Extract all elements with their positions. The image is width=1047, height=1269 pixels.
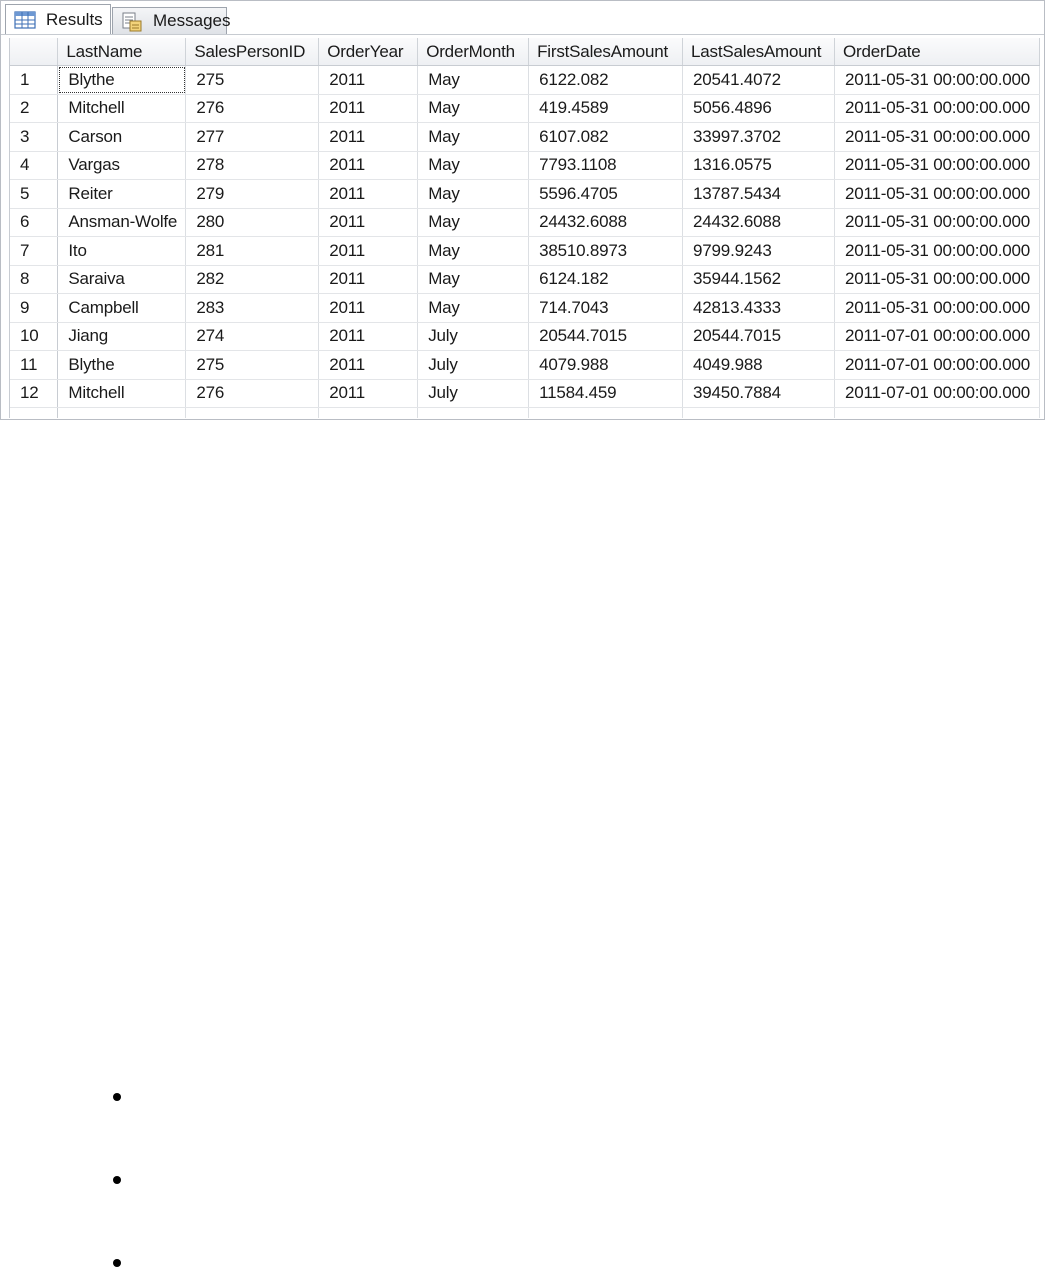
table-cell-orderdate[interactable]: 2011-05-31 00:00:00.000 — [834, 208, 1039, 237]
table-cell-orderdate[interactable]: 2011-05-31 00:00:00.000 — [834, 237, 1039, 266]
row-number[interactable]: 3 — [10, 123, 58, 152]
table-cell-orderdate[interactable]: 2011-05-31 00:00:00.000 — [834, 123, 1039, 152]
table-cell-lastsalesamount[interactable]: 35944.1562 — [683, 265, 835, 294]
bullet-marker — [113, 1093, 121, 1101]
table-row[interactable] — [10, 208, 1040, 237]
table-cell-salespersonid[interactable]: 280 — [186, 208, 319, 237]
table-cell-lastname[interactable]: Blythe — [58, 351, 186, 380]
column-header-orderyear[interactable]: OrderYear — [319, 38, 418, 66]
table-cell-firstsalesamount[interactable]: 6107.082 — [529, 123, 683, 152]
column-header-lastsalesamount[interactable]: LastSalesAmount — [683, 38, 835, 66]
table-cell-ordermonth[interactable]: July — [418, 379, 529, 408]
row-number[interactable]: 6 — [10, 208, 58, 237]
table-cell-lastname[interactable]: Vargas — [58, 151, 186, 180]
table-cell-lastname[interactable]: Ito — [58, 237, 186, 266]
table-cell-ordermonth[interactable]: May — [418, 294, 529, 323]
messages-icon — [121, 12, 143, 30]
table-cell-firstsalesamount[interactable]: 714.7043 — [529, 294, 683, 323]
table-cell-lastname[interactable]: Jiang — [58, 322, 186, 351]
table-cell-orderdate[interactable]: 2011-05-31 00:00:00.000 — [834, 66, 1039, 95]
table-cell-lastsalesamount[interactable]: 13787.5434 — [683, 180, 835, 209]
table-cell-lastname[interactable]: Blythe — [58, 66, 186, 95]
table-row[interactable] — [10, 237, 1040, 266]
table-cell-lastsalesamount[interactable]: 24432.6088 — [683, 208, 835, 237]
table-cell-ordermonth[interactable]: May — [418, 123, 529, 152]
table-cell-orderyear[interactable]: 2011 — [319, 351, 418, 380]
table-cell-orderyear[interactable]: 2011 — [319, 66, 418, 95]
table-cell-salespersonid[interactable]: 274 — [186, 322, 319, 351]
table-cell-orderdate[interactable]: 2011-05-31 00:00:00.000 — [834, 94, 1039, 123]
table-cell[interactable] — [319, 408, 418, 419]
table-cell-orderdate[interactable]: 2011-05-31 00:00:00.000 — [834, 265, 1039, 294]
table-cell-orderyear[interactable]: 2011 — [319, 237, 418, 266]
table-cell-salespersonid[interactable]: 278 — [186, 151, 319, 180]
table-cell-orderyear[interactable]: 2011 — [319, 265, 418, 294]
table-cell-lastsalesamount[interactable]: 1316.0575 — [683, 151, 835, 180]
table-cell-firstsalesamount[interactable]: 5596.4705 — [529, 180, 683, 209]
table-cell-salespersonid[interactable]: 276 — [186, 94, 319, 123]
row-number[interactable]: 10 — [10, 322, 58, 351]
row-number[interactable]: 12 — [10, 379, 58, 408]
bullet-marker — [113, 1176, 121, 1184]
table-cell-ordermonth[interactable]: July — [418, 351, 529, 380]
results-pane — [0, 0, 1045, 420]
column-header-salespersonid[interactable]: SalesPersonID — [186, 38, 319, 66]
table-cell-orderyear[interactable]: 2011 — [319, 379, 418, 408]
table-cell-ordermonth[interactable]: May — [418, 180, 529, 209]
table-cell-salespersonid[interactable]: 276 — [186, 379, 319, 408]
table-cell-firstsalesamount[interactable]: 4079.988 — [529, 351, 683, 380]
table-row[interactable] — [10, 151, 1040, 180]
results-tabstrip — [1, 1, 1044, 35]
table-cell-lastsalesamount[interactable]: 20541.4072 — [683, 66, 835, 95]
row-number[interactable]: 7 — [10, 237, 58, 266]
table-row[interactable] — [10, 180, 1040, 209]
row-number[interactable]: 4 — [10, 151, 58, 180]
table-cell-orderyear[interactable]: 2011 — [319, 180, 418, 209]
grid-icon — [14, 11, 36, 29]
table-cell-ordermonth[interactable]: May — [418, 237, 529, 266]
table-cell[interactable] — [186, 408, 319, 419]
table-row[interactable] — [10, 379, 1040, 408]
tab-messages[interactable] — [112, 7, 231, 34]
table-cell-firstsalesamount[interactable]: 7793.1108 — [529, 151, 683, 180]
bullet-marker — [113, 1259, 121, 1267]
table-cell-lastsalesamount[interactable]: 5056.4896 — [683, 94, 835, 123]
table-cell-orderyear[interactable]: 2011 — [319, 322, 418, 351]
tab-results[interactable] — [5, 4, 111, 34]
table-row[interactable] — [10, 66, 1040, 95]
table-cell-firstsalesamount[interactable]: 38510.8973 — [529, 237, 683, 266]
table-cell-lastsalesamount[interactable]: 20544.7015 — [683, 322, 835, 351]
table-cell-orderyear[interactable]: 2011 — [319, 208, 418, 237]
results-table — [10, 38, 1040, 418]
table-cell-orderdate[interactable]: 2011-07-01 00:00:00.000 — [834, 322, 1039, 351]
table-cell-firstsalesamount[interactable]: 11584.459 — [529, 379, 683, 408]
row-number[interactable] — [10, 408, 58, 419]
table-cell-ordermonth[interactable]: May — [418, 208, 529, 237]
table-cell-orderdate[interactable]: 2011-05-31 00:00:00.000 — [834, 180, 1039, 209]
table-cell-orderdate[interactable]: 2011-05-31 00:00:00.000 — [834, 294, 1039, 323]
table-cell-salespersonid[interactable]: 281 — [186, 237, 319, 266]
table-cell-firstsalesamount[interactable]: 6122.082 — [529, 66, 683, 95]
table-cell-lastsalesamount[interactable]: 9799.9243 — [683, 237, 835, 266]
table-cell-lastname[interactable]: Ansman-Wolfe — [58, 208, 186, 237]
table-cell[interactable] — [834, 408, 1039, 419]
corner-cell[interactable] — [10, 38, 58, 66]
table-cell-salespersonid[interactable]: 275 — [186, 66, 319, 95]
table-cell-lastname[interactable]: Carson — [58, 123, 186, 152]
table-row[interactable] — [10, 294, 1040, 323]
table-cell[interactable] — [58, 408, 186, 419]
table-row[interactable] — [10, 123, 1040, 152]
table-cell-lastname[interactable]: Mitchell — [58, 94, 186, 123]
table-row-partial — [10, 408, 1040, 419]
table-cell-salespersonid[interactable]: 275 — [186, 351, 319, 380]
results-grid[interactable] — [9, 38, 1040, 418]
table-cell-firstsalesamount[interactable]: 6124.182 — [529, 265, 683, 294]
table-cell-ordermonth[interactable]: May — [418, 66, 529, 95]
column-header-orderdate[interactable]: OrderDate — [834, 38, 1039, 66]
tab-results-label: Results — [46, 9, 103, 29]
table-cell-lastsalesamount[interactable]: 4049.988 — [683, 351, 835, 380]
column-header-ordermonth[interactable]: OrderMonth — [418, 38, 529, 66]
table-cell-orderdate[interactable]: 2011-07-01 00:00:00.000 — [834, 379, 1039, 408]
table-cell-firstsalesamount[interactable]: 24432.6088 — [529, 208, 683, 237]
column-header-lastname[interactable]: LastName — [58, 38, 186, 66]
table-cell-lastname[interactable]: Saraiva — [58, 265, 186, 294]
column-header-firstsalesamount[interactable]: FirstSalesAmount — [529, 38, 683, 66]
table-row[interactable] — [10, 94, 1040, 123]
table-cell-orderdate[interactable]: 2011-05-31 00:00:00.000 — [834, 151, 1039, 180]
table-cell-ordermonth[interactable]: July — [418, 322, 529, 351]
table-cell-firstsalesamount[interactable]: 20544.7015 — [529, 322, 683, 351]
table-cell-orderyear[interactable]: 2011 — [319, 294, 418, 323]
table-cell-ordermonth[interactable]: May — [418, 265, 529, 294]
table-cell[interactable] — [529, 408, 683, 419]
table-row[interactable] — [10, 351, 1040, 380]
table-row[interactable] — [10, 322, 1040, 351]
table-cell-lastsalesamount[interactable]: 33997.3702 — [683, 123, 835, 152]
table-cell-salespersonid[interactable]: 282 — [186, 265, 319, 294]
tab-messages-label: Messages — [153, 11, 231, 30]
table-cell-orderyear[interactable]: 2011 — [319, 94, 418, 123]
table-cell-salespersonid[interactable]: 279 — [186, 180, 319, 209]
table-row[interactable] — [10, 265, 1040, 294]
table-cell-orderdate[interactable]: 2011-07-01 00:00:00.000 — [834, 351, 1039, 380]
table-cell-salespersonid[interactable]: 277 — [186, 123, 319, 152]
table-cell-firstsalesamount[interactable]: 419.4589 — [529, 94, 683, 123]
header-row — [10, 38, 1040, 66]
row-number[interactable]: 5 — [10, 180, 58, 209]
table-cell-orderyear[interactable]: 2011 — [319, 151, 418, 180]
row-number[interactable]: 9 — [10, 294, 58, 323]
table-cell-lastsalesamount[interactable]: 42813.4333 — [683, 294, 835, 323]
table-cell-lastname[interactable]: Reiter — [58, 180, 186, 209]
table-cell-ordermonth[interactable]: May — [418, 151, 529, 180]
row-number[interactable]: 11 — [10, 351, 58, 380]
row-number[interactable]: 8 — [10, 265, 58, 294]
table-cell-lastname[interactable]: Campbell — [58, 294, 186, 323]
table-cell[interactable] — [683, 408, 835, 419]
table-cell-salespersonid[interactable]: 283 — [186, 294, 319, 323]
row-number[interactable]: 1 — [10, 66, 58, 95]
table-cell-ordermonth[interactable]: May — [418, 94, 529, 123]
table-cell-lastname[interactable]: Mitchell — [58, 379, 186, 408]
table-cell-orderyear[interactable]: 2011 — [319, 123, 418, 152]
table-cell-lastsalesamount[interactable]: 39450.7884 — [683, 379, 835, 408]
row-number[interactable]: 2 — [10, 94, 58, 123]
table-cell[interactable] — [418, 408, 529, 419]
